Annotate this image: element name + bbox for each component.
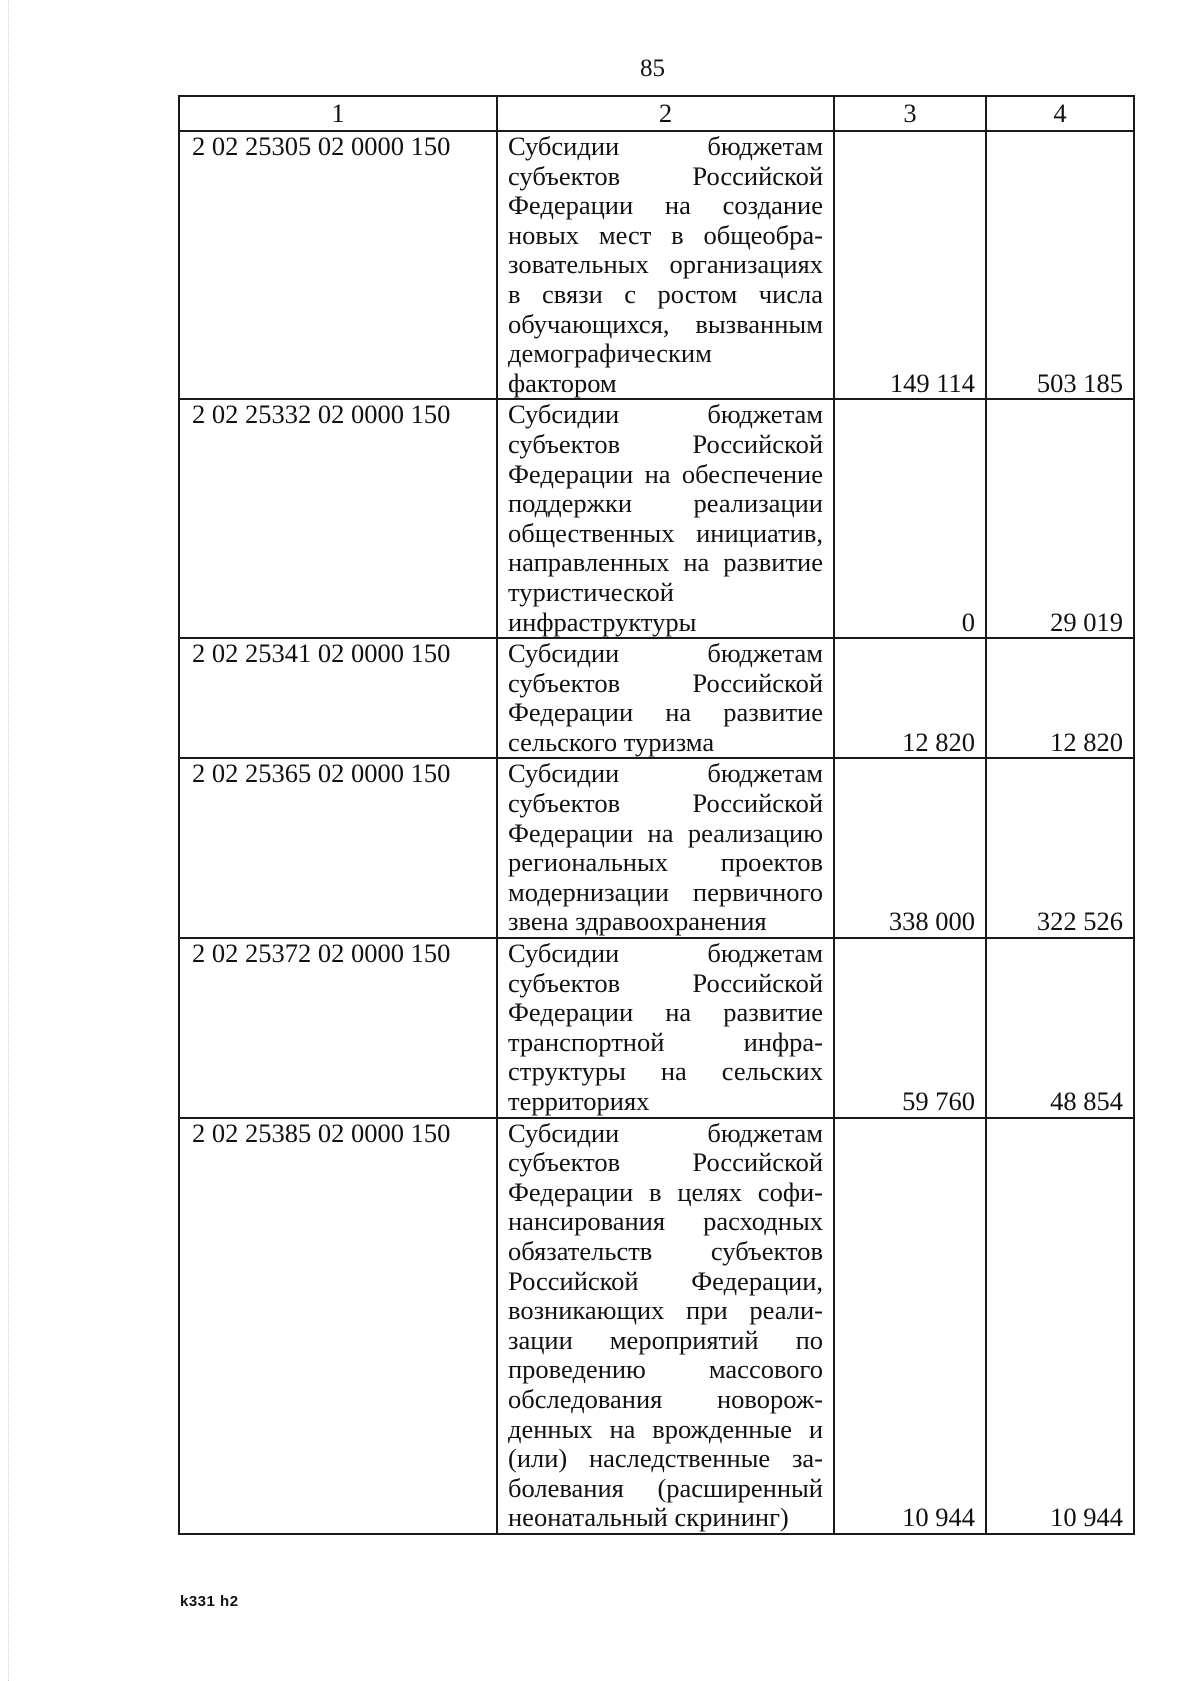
item-description: Субсидии бюджетам субъектов Российской Федерации в целях софинансирования расходных обязательств субъектов Российской Федерации, возникающих при реализации мероприятий по проведению массового обследования новорожденных на врожденные и (или) наследственные заболевания (расширенный неонатальный скрининг) bbox=[497, 1118, 834, 1534]
budget-code: 2 02 25385 02 0000 150 bbox=[179, 1118, 497, 1534]
table-header-row bbox=[179, 96, 1134, 131]
value-column-3: 338 000 bbox=[834, 758, 986, 938]
table-row bbox=[179, 399, 1134, 638]
budget-code: 2 02 25372 02 0000 150 bbox=[179, 938, 497, 1118]
budget-code: 2 02 25305 02 0000 150 bbox=[179, 131, 497, 399]
value-column-3: 10 944 bbox=[834, 1118, 986, 1534]
value-column-3: 0 bbox=[834, 399, 986, 638]
value-column-3: 12 820 bbox=[834, 638, 986, 758]
value-column-4: 322 526 bbox=[986, 758, 1134, 938]
value-column-4: 503 185 bbox=[986, 131, 1134, 399]
value-column-3: 59 760 bbox=[834, 938, 986, 1118]
column-header-4: 4 bbox=[986, 96, 1134, 131]
item-description: Субсидии бюджетам субъектов Российской Федерации на обеспечение поддержки реализации общественных инициатив, направленных на развитие туристической инфраструктуры bbox=[497, 399, 834, 638]
item-description: Субсидии бюджетам субъектов Российской Федерации на создание новых мест в общеобразовательных организациях в связи с ростом числа обучающихся, вызванным демографическим фактором bbox=[497, 131, 834, 399]
table-row bbox=[179, 131, 1134, 399]
item-description: Субсидии бюджетам субъектов Российской Федерации на реализацию региональных проектов модернизации первичного звена здравоохранения bbox=[497, 758, 834, 938]
value-column-4: 29 019 bbox=[986, 399, 1134, 638]
value-column-4: 12 820 bbox=[986, 638, 1134, 758]
column-header-3: 3 bbox=[834, 96, 986, 131]
budget-code: 2 02 25341 02 0000 150 bbox=[179, 638, 497, 758]
page-number: 85 bbox=[640, 55, 665, 82]
budget-table bbox=[178, 95, 1135, 1535]
scan-edge bbox=[8, 0, 10, 1681]
table-row bbox=[179, 938, 1134, 1118]
table-row bbox=[179, 638, 1134, 758]
item-description: Субсидии бюджетам субъектов Российской Федерации на развитие транспортной инфраструктуры на сельских территориях bbox=[497, 938, 834, 1118]
budget-code: 2 02 25365 02 0000 150 bbox=[179, 758, 497, 938]
value-column-4: 10 944 bbox=[986, 1118, 1134, 1534]
column-header-2: 2 bbox=[497, 96, 834, 131]
value-column-3: 149 114 bbox=[834, 131, 986, 399]
item-description: Субсидии бюджетам субъектов Российской Федерации на развитие сельского туризма bbox=[497, 638, 834, 758]
budget-code: 2 02 25332 02 0000 150 bbox=[179, 399, 497, 638]
column-header-1: 1 bbox=[179, 96, 497, 131]
value-column-4: 48 854 bbox=[986, 938, 1134, 1118]
table-row bbox=[179, 1118, 1134, 1534]
table-row bbox=[179, 758, 1134, 938]
document-footer-code: k331 h2 bbox=[180, 1593, 239, 1610]
